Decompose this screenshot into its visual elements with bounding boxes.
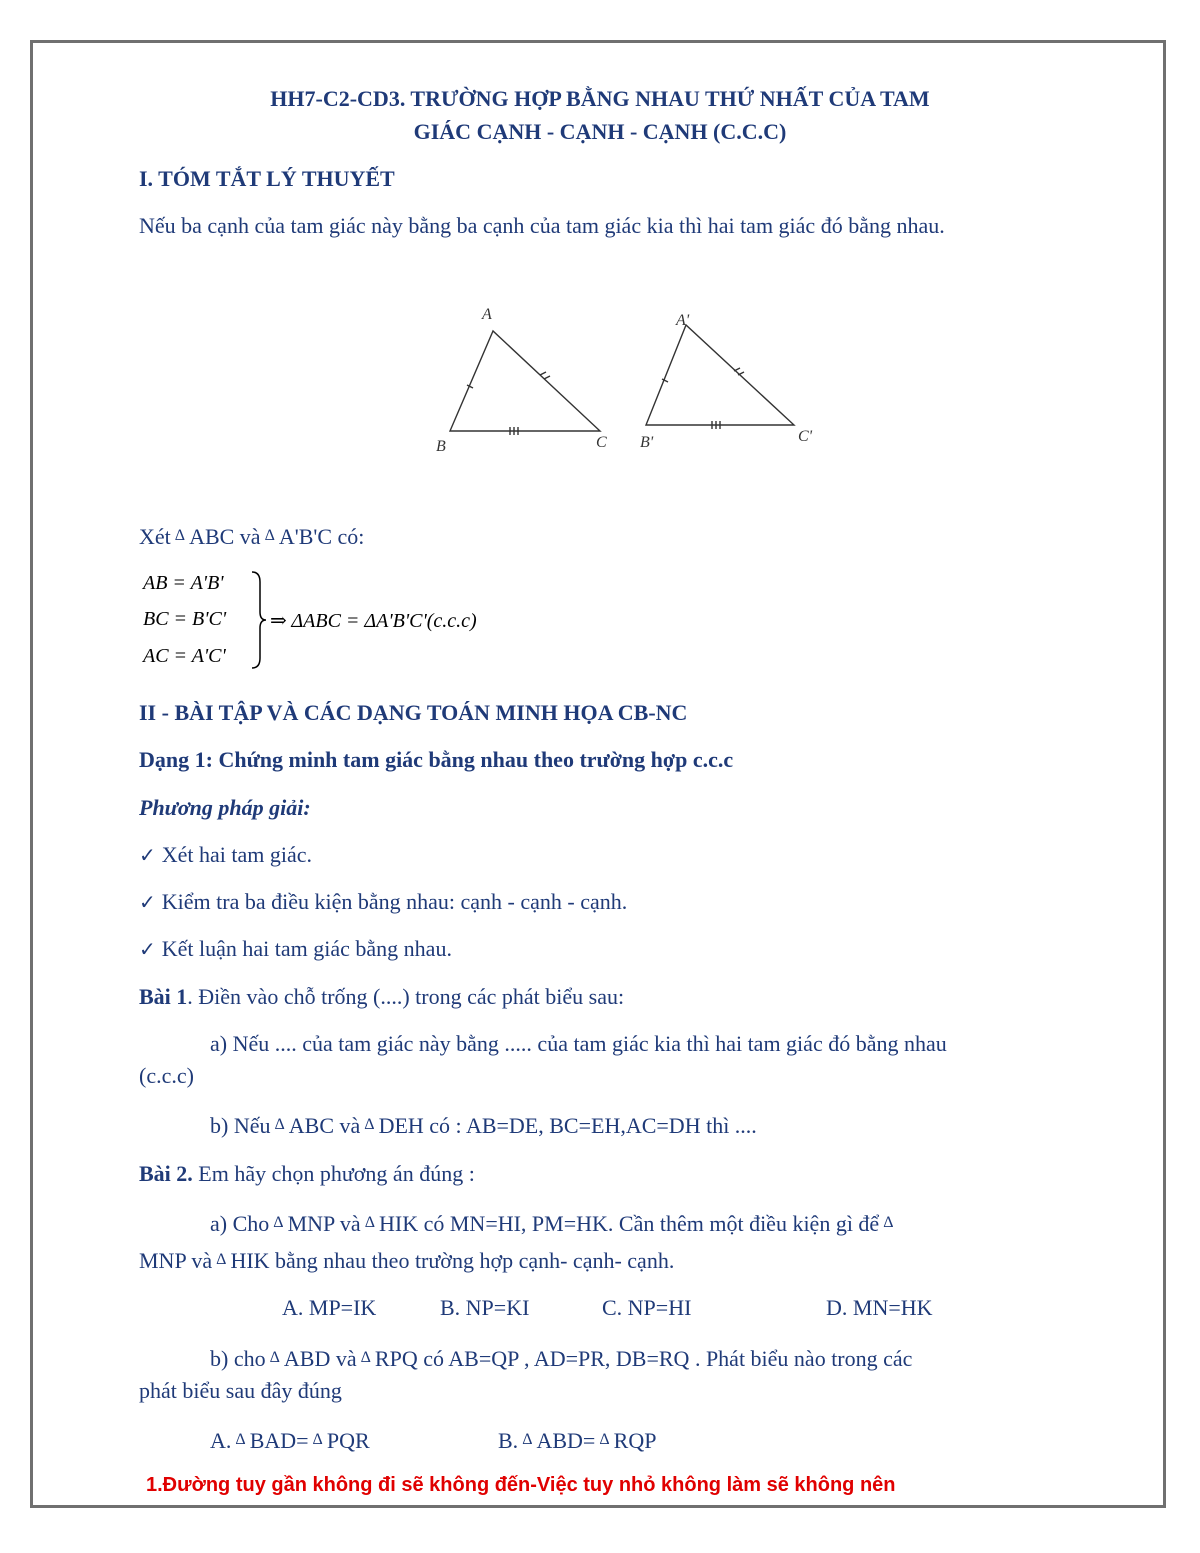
- bai-2-label: Bài 2.: [139, 1161, 193, 1186]
- label-c-prime: C': [798, 428, 813, 445]
- label-b-prime: B': [640, 434, 654, 451]
- option-a-a: A. MP=IK: [282, 1295, 377, 1320]
- triangle-symbol: Δ: [599, 1431, 610, 1448]
- page-border: [30, 40, 1166, 1508]
- triangle-symbol: Δ: [269, 1349, 280, 1366]
- method-step-1: ✓ Xét hai tam giác.: [139, 842, 313, 867]
- bai-2-prompt: Bài 2. Em hãy chọn phương án đúng :: [139, 1161, 475, 1186]
- triangle-symbol: Δ: [364, 1116, 375, 1133]
- label-b: B: [436, 438, 446, 455]
- label-c: C: [596, 434, 607, 451]
- section-1-heading: I. TÓM TẮT LÝ THUYẾT: [139, 166, 395, 191]
- triangle-symbol: Δ: [273, 1214, 284, 1231]
- triangle-symbol: Δ: [174, 527, 186, 544]
- method-step-2: ✓ Kiểm tra ba điều kiện bằng nhau: cạnh - cạnh - cạnh.: [139, 889, 628, 914]
- triangle-a2b2c2: [646, 325, 794, 425]
- check-icon: ✓: [139, 890, 156, 914]
- option-a-b: B. NP=KI: [440, 1295, 530, 1320]
- option-a-c: C. NP=HI: [602, 1295, 692, 1320]
- check-icon: ✓: [139, 843, 156, 867]
- option-b-b: B. Δ ABD= Δ RQP: [498, 1428, 657, 1453]
- congruent-triangles-figure: [420, 295, 840, 465]
- eq-bc: BC = B'C': [143, 608, 227, 630]
- right-brace: [250, 570, 268, 670]
- triangle-symbol: Δ: [364, 1214, 375, 1231]
- bai-1-a-line-1: a) Nếu .... của tam giác này bằng ..... của tam giác kia thì hai tam giác đó bằng nhau: [210, 1031, 947, 1056]
- proof-intro: Xét Δ ABC và Δ A'B'C có:: [139, 524, 365, 549]
- section-2-heading: II - BÀI TẬP VÀ CÁC DẠNG TOÁN MINH HỌA CB-NC: [139, 700, 688, 725]
- triangle-abc: [450, 331, 600, 431]
- check-icon: ✓: [139, 937, 156, 961]
- eq-ab: AB = A'B': [143, 572, 224, 594]
- title-line-2: GIÁC CẠNH - CẠNH - CẠNH (C.C.C): [413, 119, 787, 144]
- triangle-symbol: Δ: [522, 1431, 533, 1448]
- label-a-prime: A': [676, 312, 690, 329]
- triangle-symbol: Δ: [235, 1431, 246, 1448]
- triangle-symbol: Δ: [360, 1349, 371, 1366]
- dang-1-heading: Dạng 1: Chứng minh tam giác bằng nhau theo trường hợp c.c.c: [139, 747, 734, 772]
- bai-1-a-line-2: (c.c.c): [139, 1063, 194, 1088]
- triangle-symbol: Δ: [312, 1431, 323, 1448]
- bai-2-a-line-1: a) Cho Δ MNP và Δ HIK có MN=HI, PM=HK. Cần thêm một điều kiện gì để Δ: [210, 1211, 894, 1236]
- option-a-d: D. MN=HK: [826, 1295, 933, 1320]
- bai-2-b-line-1: b) cho Δ ABD và Δ RPQ có AB=QP , AD=PR, DB=RQ . Phát biểu nào trong các: [210, 1346, 913, 1371]
- eq-ac: AC = A'C': [143, 645, 226, 667]
- proof-conclusion: ⇒ ΔABC = ΔA'B'C'(c.c.c): [270, 610, 477, 632]
- label-a: A: [482, 306, 492, 323]
- footer-motto: 1.Đường tuy gần không đi sẽ không đến-Việc tuy nhỏ không làm sẽ không nên: [146, 1474, 896, 1496]
- bai-2-a-line-2: MNP và Δ HIK bằng nhau theo trường hợp cạnh- cạnh- cạnh.: [139, 1248, 675, 1273]
- bai-1-prompt: Bài 1. Điền vào chỗ trống (....) trong các phát biểu sau:: [139, 984, 625, 1009]
- title-line-1: HH7-C2-CD3. TRƯỜNG HỢP BẰNG NHAU THỨ NHẤT CỦA TAM: [270, 86, 930, 111]
- bai-1-label: Bài 1: [139, 984, 188, 1009]
- option-b-a: A. Δ BAD= Δ PQR: [210, 1428, 370, 1453]
- method-label: Phương pháp giải:: [139, 795, 311, 820]
- triangle-symbol: Δ: [883, 1214, 894, 1231]
- method-step-3: ✓ Kết luận hai tam giác bằng nhau.: [139, 936, 452, 961]
- triangle-symbol: Δ: [274, 1116, 285, 1133]
- bai-2-b-line-2: phát biểu sau đây đúng: [139, 1378, 342, 1403]
- bai-1-b: b) Nếu Δ ABC và Δ DEH có : AB=DE, BC=EH,AC=DH thì ....: [210, 1113, 757, 1138]
- triangle-symbol: Δ: [216, 1251, 227, 1268]
- triangle-symbol: Δ: [264, 527, 275, 544]
- theory-statement: Nếu ba cạnh của tam giác này bằng ba cạnh của tam giác kia thì hai tam giác đó bằng nhau.: [139, 213, 945, 238]
